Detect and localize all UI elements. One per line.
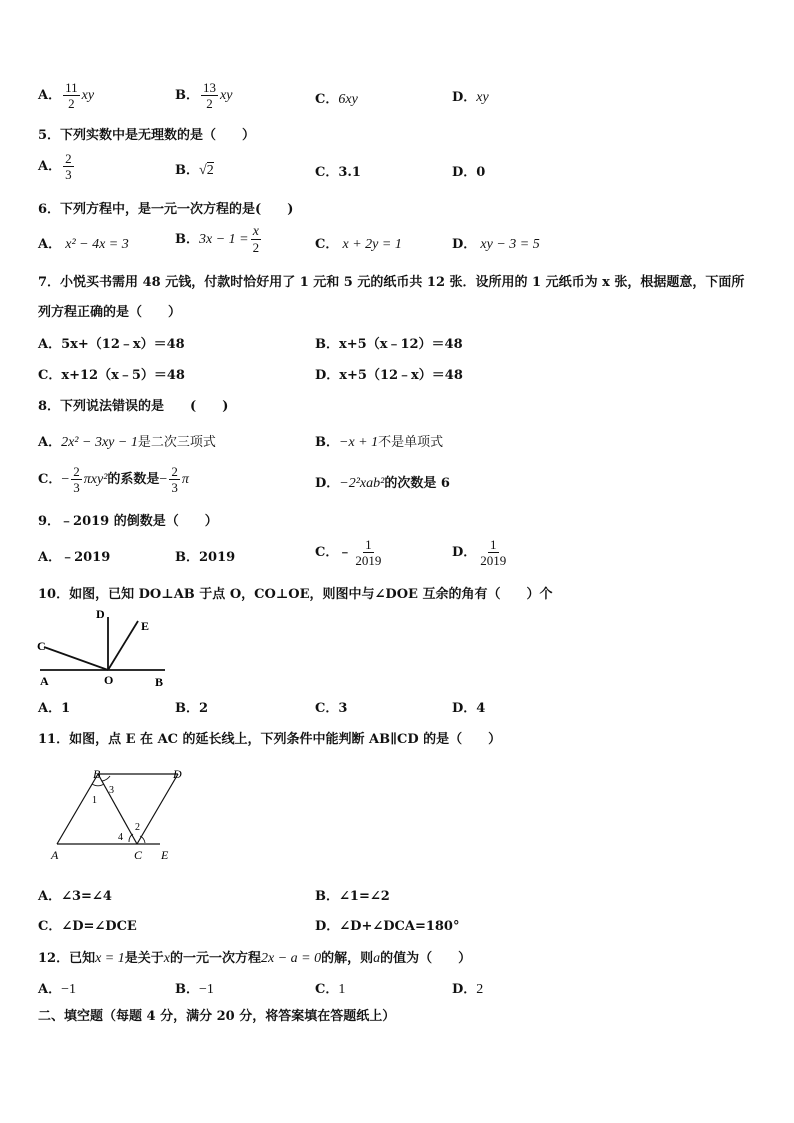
angle-4-label: 4 [118, 832, 123, 843]
q10-option-a: A．1 [38, 701, 71, 716]
q6-stem: 6．下列方程中，是一元一次方程的是( ) [38, 202, 294, 217]
fraction: $\frac{2}{3}$ [171, 464, 178, 495]
fraction: $\frac{1}{2019}$ [355, 537, 382, 568]
q7-option-a: A．5x+（12﹣x）＝48 [38, 337, 185, 352]
q4-option-a: A． $\frac{11}{2}$ xy [38, 80, 95, 111]
q4-option-c: C．6xy [315, 92, 358, 107]
angle-3-label: 3 [109, 785, 114, 796]
q6-option-a: A． x² − 4x = 3 [38, 237, 129, 252]
ray-oe [108, 621, 138, 670]
q7-stem-line2: 列方程正确的是（ ） [38, 305, 182, 320]
q5-option-d: D．0 [452, 165, 486, 180]
q12-option-a: A．−1 [38, 982, 76, 997]
q10-figure [30, 603, 180, 688]
option-label: B． [175, 88, 199, 103]
q12-option-c: C．1 [315, 982, 346, 997]
point-c-label: C [134, 848, 143, 862]
q11-option-a: A．∠3=∠4 [38, 889, 112, 904]
q7-option-d: D．x+5（12﹣x）＝48 [315, 368, 463, 383]
segment-ab [57, 774, 98, 844]
q12-stem: 12．已知x = 1是关于x的一元一次方程2x − a = 0的解，则a的值为（ ） [38, 951, 472, 966]
q8-stem: 8．下列说法错误的是 ( ) [38, 399, 229, 414]
point-a-label: A [51, 848, 59, 862]
q4-option-b: B． $\frac{13}{2}$ xy [175, 80, 233, 111]
point-d-label: D [173, 767, 182, 781]
angle-1-arc [92, 784, 104, 786]
q11-stem: 11．如图，点 E 在 AC 的延长线上，下列条件中能判断 AB∥CD 的是（ ） [38, 732, 502, 747]
fraction: $\frac{13}{2}$ [203, 80, 216, 111]
fraction: $\frac{11}{2}$ [65, 80, 78, 111]
point-b-label: B [155, 675, 164, 688]
q8-option-d: D．−2²xab²的次数是 6 [315, 476, 450, 491]
q8-option-b: B．−x + 1不是单项式 [315, 435, 444, 450]
angle-3-arc [102, 776, 110, 781]
point-e-label: E [141, 619, 150, 633]
q6-option-d: D． xy − 3 = 5 [452, 237, 540, 252]
point-c-label: C [37, 639, 46, 653]
q9-option-a: A．﹣2019 [38, 550, 111, 565]
q7-option-c: C．x+12（x﹣5）＝48 [38, 368, 185, 383]
point-d-label: D [96, 607, 105, 621]
angle-2-label: 2 [135, 822, 140, 833]
fraction: $\frac{1}{2019}$ [480, 537, 507, 568]
q10-option-c: C．3 [315, 701, 348, 716]
q9-option-c: C．﹣ $\frac{1}{2019}$ [315, 537, 382, 568]
q8-option-c: C．− $\frac{2}{3}$ πxy²的系数是− $\frac{2}{3}$ π [38, 464, 189, 495]
q8-option-a: A．2x² − 3xy − 1是二次三项式 [38, 435, 216, 450]
fraction: $\frac{x}{2}$ [252, 224, 260, 255]
section-heading: 二、填空题（每题 4 分，满分 20 分，将答案填在答题纸上） [38, 1009, 396, 1024]
q10-option-d: D．4 [452, 701, 486, 716]
point-b-label: B [93, 767, 101, 781]
q7-stem-line1: 7．小悦买书需用 48 元钱，付款时恰好用了 1 元和 5 元的纸币共 12 张．设所用的 1 元纸币为 x 张，根据题意，下面所 [38, 275, 745, 290]
q6-option-b: B．3x − 1 = $\frac{x}{2}$ [175, 224, 260, 255]
ray-oc [44, 647, 108, 670]
sqrt-sign: √ [199, 163, 207, 178]
q9-option-d: D． $\frac{1}{2019}$ [452, 537, 507, 568]
q10-option-b: B．2 [175, 701, 209, 716]
q7-option-b: B．x+5（x﹣12）＝48 [315, 337, 463, 352]
q10-stem: 10．如图，已知 DO⊥AB 于点 O，CO⊥OE，则图中与∠DOE 互余的角有（ ）个 [38, 587, 553, 602]
q5-option-b: B．√2 [175, 163, 214, 178]
q4-option-d: D．xy [452, 90, 489, 105]
segment-cd [137, 774, 178, 844]
q9-stem: 9．﹣2019 的倒数是（ ） [38, 514, 218, 529]
q9-option-b: B．2019 [175, 550, 236, 565]
fraction: $\frac{2}{3}$ [65, 151, 72, 182]
q5-option-c: C．3.1 [315, 165, 361, 180]
q6-option-c: C． x + 2y = 1 [315, 237, 402, 252]
q5-stem: 5．下列实数中是无理数的是（ ） [38, 128, 256, 143]
point-a-label: A [40, 674, 49, 688]
q12-option-b: B．−1 [175, 982, 214, 997]
q12-option-d: D．2 [452, 982, 484, 997]
q11-figure [45, 762, 195, 867]
q11-option-b: B．∠1=∠2 [315, 889, 390, 904]
q11-option-d: D．∠D+∠DCA=180° [315, 919, 460, 934]
q11-option-c: C．∠D=∠DCE [38, 919, 137, 934]
point-o-label: O [104, 673, 114, 687]
q5-option-a: A． $\frac{2}{3}$ [38, 151, 72, 182]
angle-1-label: 1 [92, 795, 97, 806]
fraction: $\frac{2}{3}$ [73, 464, 80, 495]
option-label: A． [38, 88, 62, 103]
point-e-label: E [161, 848, 169, 862]
